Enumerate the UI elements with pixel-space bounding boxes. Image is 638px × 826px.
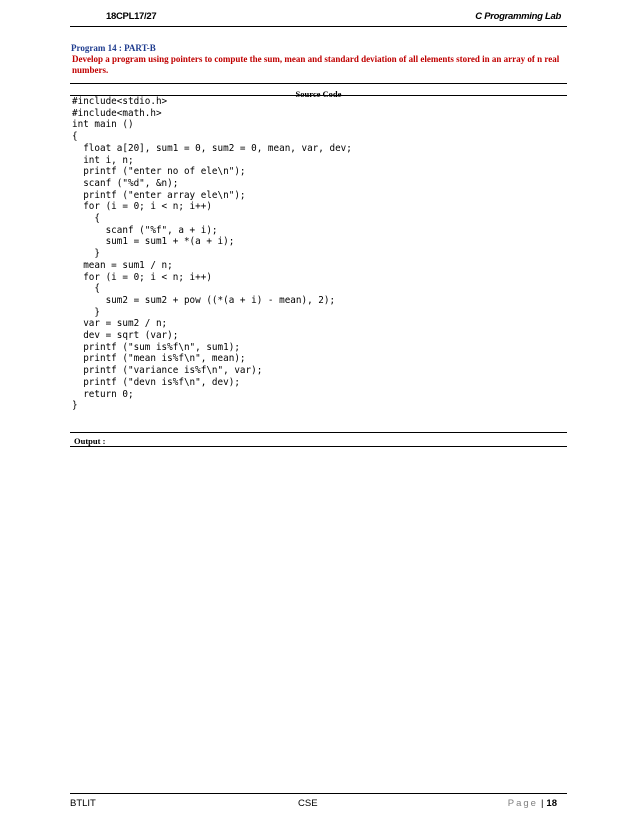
source-code-block: #include<stdio.h> #include<math.h> int main () { float a[20], sum1 = 0, sum2 = 0, mean, var, dev; int i, n; printf ("enter no of ele\n"); scanf ("%d", &n); printf ("enter array ele\n"); for (i = 0; i < n; i++) { scanf ("%f", a + i); sum1 = sum1 + *(a + i); } mean = sum1 / n; for (i = 0; i < n; i++) { sum2 = sum2 + pow ((*(a + i) - mean), 2); } var = sum2 / n; dev = sqrt (var); printf ("sum is%f\n", sum1); printf ("mean is%f\n", mean); printf ("variance is%f\n", var); printf ("devn is%f\n", dev); return 0; } (72, 96, 352, 412)
course-title: C Programming Lab (475, 11, 561, 22)
source-code-heading: Source Code (295, 89, 342, 99)
program-description: Develop a program using pointers to compute the sum, mean and standard deviation of all elements stored in an array of n real numbers. (72, 54, 560, 75)
page-number: 18 (546, 798, 557, 809)
page-header (70, 11, 567, 27)
program-title: Program 14 : PART-B (71, 43, 156, 53)
source-code-heading-bar (70, 83, 567, 99)
footer-page-word: Page (507, 798, 538, 809)
footer-separator: | (540, 798, 544, 809)
page-footer (70, 793, 567, 809)
footer-page (508, 798, 557, 809)
course-code: 18CPL17/27 (106, 11, 157, 22)
output-heading-bar (70, 432, 567, 447)
footer-institute: BTLIT (70, 798, 96, 809)
footer-department: CSE (298, 798, 318, 809)
output-heading: Output : (74, 436, 106, 446)
